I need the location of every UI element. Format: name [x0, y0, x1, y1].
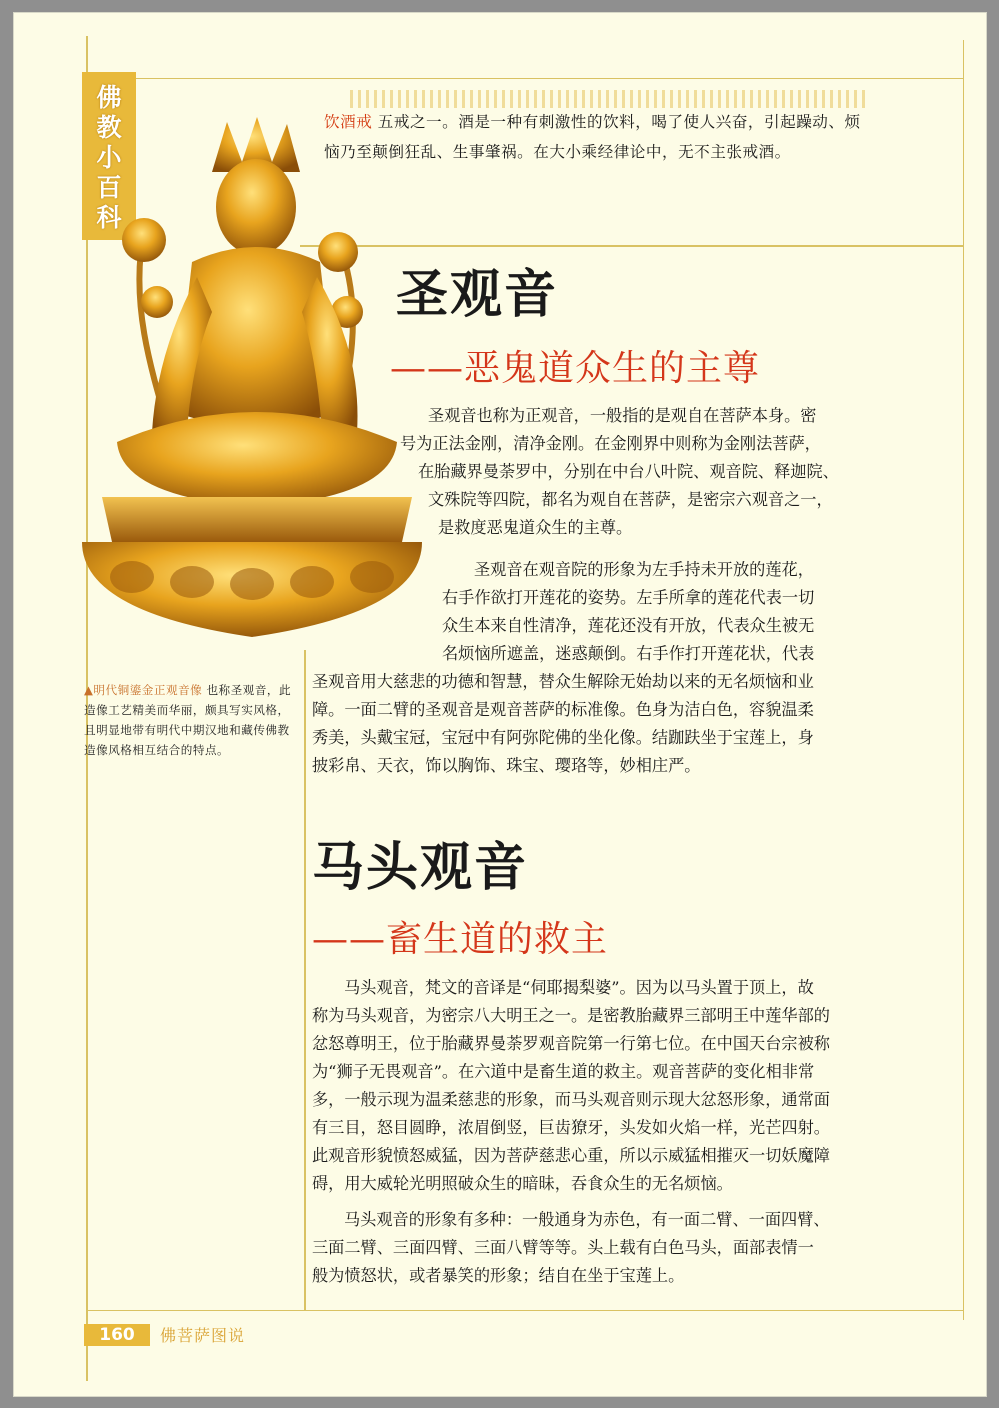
section2-line: 马头观音，梵文的音译是“伺耶揭梨婆”。因为以马头置于顶上，故 [344, 978, 814, 997]
side-tab-char: 教 [96, 113, 122, 142]
footer-rule [86, 1310, 964, 1311]
section2-line: 般为愤怒状，或者暴笑的形象；结自在坐于宝莲上。 [312, 1266, 685, 1285]
section2-line: 有三目，怒目圆睁，浓眉倒竖，巨齿獠牙，头发如火焰一样，光芒四射。 [312, 1118, 830, 1137]
side-tab-char: 佛 [96, 83, 122, 112]
section2-line: 此观音形貌愤怒威猛，因为菩萨慈悲心重，所以示威猛相摧灭一切妖魔障 [312, 1146, 830, 1165]
section1-line: 圣观音在观音院的形象为左手持未开放的莲花， [474, 560, 814, 579]
section2-line: 忿怒尊明王，位于胎藏界曼荼罗观音院第一行第七位。在中国天台宗被称 [312, 1034, 830, 1053]
section2-line: 为“狮子无畏观音”。在六道中是畜生道的救主。观音菩萨的变化相非常 [312, 1062, 815, 1081]
section1-line: 名烦恼所遮盖，迷惑颠倒。右手作打开莲花状，代表 [442, 644, 815, 663]
book-title: 佛菩萨图说 [160, 1326, 246, 1345]
section1-line: 是救度恶鬼道众生的主尊。 [438, 518, 633, 537]
section1-line: 障。一面二臂的圣观音是观音菩萨的标准像。色身为洁白色，容貌温柔 [312, 700, 814, 719]
precept-term: 饮酒戒 [324, 113, 373, 131]
side-tab-char: 百 [96, 173, 122, 202]
section1-subtitle: ——恶鬼道众生的主尊 [390, 348, 761, 389]
header-ornament [350, 90, 870, 108]
section1-line: 在胎藏界曼荼罗中，分别在中台八叶院、观音院、释迦院、 [418, 462, 839, 481]
side-tab-char: 小 [96, 143, 122, 172]
page-number: 160 [84, 1324, 150, 1346]
section2-line: 称为马头观音，为密宗八大明王之一。是密教胎藏界三部明王中莲华部的 [312, 1006, 830, 1025]
section1-line: 圣观音也称为正观音，一般指的是观自在菩萨本身。密 [428, 406, 817, 425]
statue-image [62, 112, 422, 652]
side-tab-char: 科 [96, 203, 122, 232]
image-caption [84, 680, 296, 760]
section1-line: 右手作欲打开莲花的姿势。左手所拿的莲花代表一切 [442, 588, 815, 607]
section1-line: 号为正法金刚，清净金刚。在金刚界中则称为金刚法菩萨， [400, 434, 821, 453]
section2-title: 马头观音 [312, 837, 529, 898]
section2-subtitle: ——畜生道的救主 [312, 919, 609, 960]
section1-line: 披彩帛、天衣，饰以胸饰、珠宝、璎珞等，妙相庄严。 [312, 756, 701, 775]
section1-title: 圣观音 [396, 264, 559, 325]
top-rule [86, 78, 964, 79]
section2-line: 三面二臂、三面四臂、三面八臂等等。头上载有白色马头，面部表情一 [312, 1238, 814, 1257]
section1-line: 文殊院等四院，都名为观自在菩萨，是密宗六观音之一， [428, 490, 833, 509]
section2-line: 马头观音的形象有多种：一般通身为赤色，有一面二臂、一面四臂、 [344, 1210, 830, 1229]
caption-text: 也称圣观音，此造像工艺精美而华丽，颇具写实风格，且明显地带有明代中期汉地和藏传佛教造像风格相互结合的特点。 [84, 683, 292, 757]
section1-line: 秀美，头戴宝冠，宝冠中有阿弥陀佛的坐化像。结跏趺坐于宝莲上，身 [312, 728, 814, 747]
right-margin-line [963, 40, 964, 1320]
section1-line: 众生本来自性清净，莲花还没有开放，代表众生被无 [442, 616, 815, 635]
caption-lead: ▲明代铜鎏金正观音像 [84, 683, 203, 697]
section2-line: 碍，用大威轮光明照破众生的暗昧，吞食众生的无名烦恼。 [312, 1174, 733, 1193]
precept-text: 五戒之一。酒是一种有刺激性的饮料，喝了使人兴奋，引起躁动、烦恼乃至颠倒狂乱、生事肇祸。在大小乘经律论中，无不主张戒酒。 [324, 113, 861, 161]
column-divider-line [304, 650, 306, 1310]
section2-line: 多，一般示现为温柔慈悲的形象，而马头观音则示现大忿怒形象，通常面 [312, 1090, 830, 1109]
section1-line: 圣观音用大慈悲的功德和智慧，替众生解除无始劫以来的无名烦恼和业 [312, 672, 814, 691]
